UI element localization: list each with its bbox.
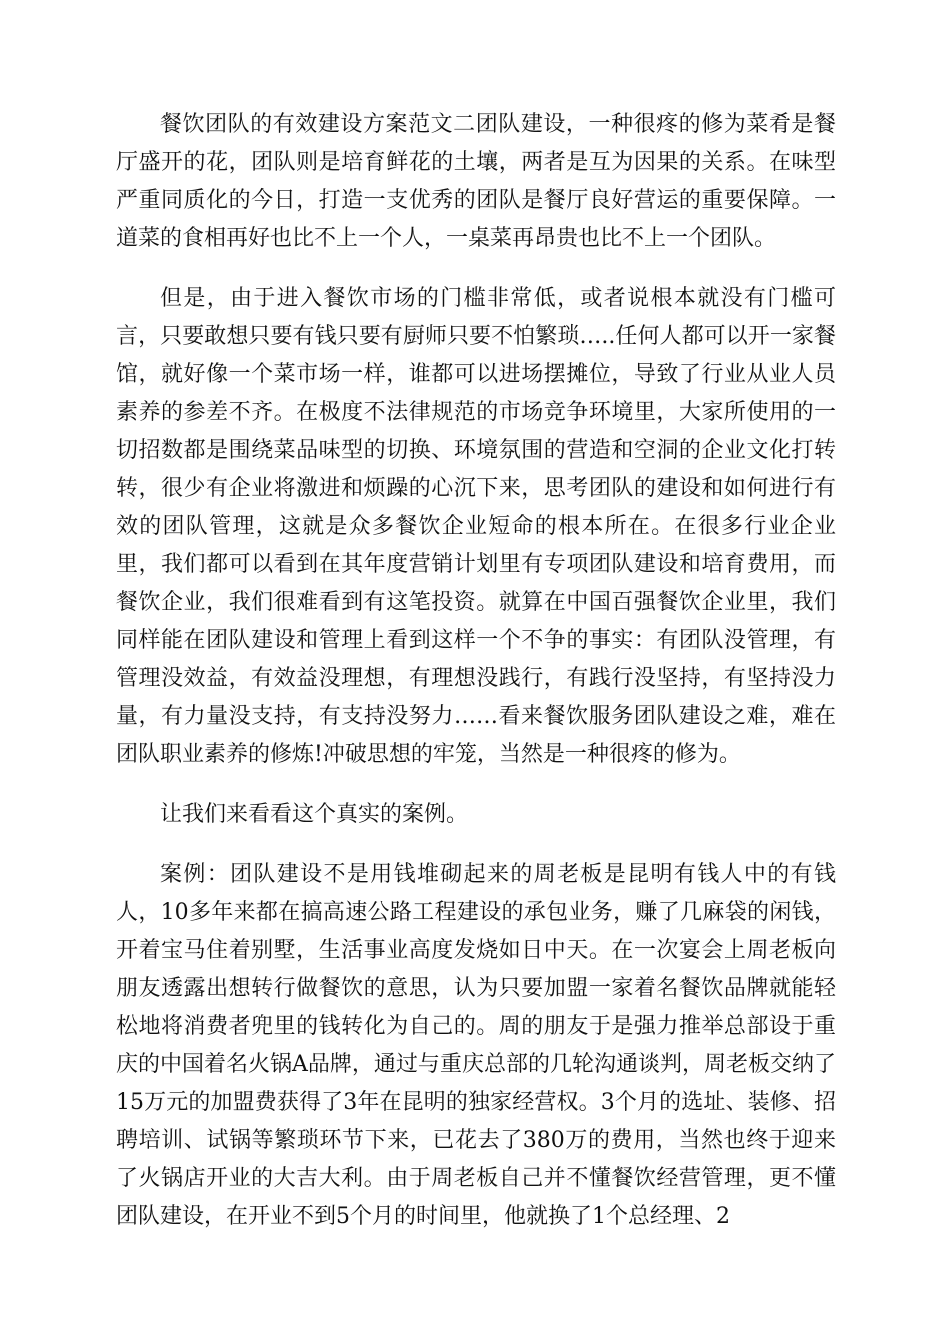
paragraph-industry-analysis: 但是，由于进入餐饮市场的门槛非常低，或者说根本就没有门槛可言，只要敢想只要有钱只要有厨师只要不怕繁琐…..任何人都可以开一家餐馆，就好像一个菜市场一样，谁都可以进场摆摊位，导致了行业从业人员素养的参差不齐。在极度不法律规范的市场竞争环境里，大家所使用的一切招数都是围绕菜品味型的切换、环境氛围的营造和空洞的企业文化打转转，很少有企业将激进和烦躁的心沉下来，思考团队的建设和如何进行有效的团队管理，这就是众多餐饮企业短命的根本所在。在很多行业企业里，我们都可以看到在其年度营销计划里有专项团队建设和培育费用，而餐饮企业，我们很难看到有这笔投资。就算在中国百强餐饮企业里，我们同样能在团队建设和管理上看到这样一个不争的事实：有团队没管理，有管理没效益，有效益没理想，有理想没践行，有践行没坚持，有坚持没力量，有力量没支持，有支持没努力……看来餐饮服务团队建设之难，难在团队职业素养的修炼!冲破思想的牢笼，当然是一种很疼的修为。: [116, 286, 836, 767]
paragraph-intro: 餐饮团队的有效建设方案范文二团队建设，一种很疼的修为菜肴是餐厅盛开的花，团队则是培育鲜花的土壤，两者是互为因果的关系。在味型严重同质化的今日，打造一支优秀的团队是餐厅良好营运的重要保障。一道菜的食相再好也比不上一个人，一桌菜再昂贵也比不上一个团队。: [116, 112, 836, 251]
paragraph-case-lead-in: 让我们来看看这个真实的案例。: [160, 802, 469, 827]
document-body: [116, 106, 836, 1236]
paragraph-case-study: 案例：团队建设不是用钱堆砌起来的周老板是昆明有钱人中的有钱人，10多年来都在搞高速公路工程建设的承包业务，赚了几麻袋的闲钱，开着宝马住着别墅，生活事业高度发烧如日中天。在一次宴会上周老板向朋友透露出想转行做餐饮的意思，认为只要加盟一家着名餐饮品牌就能轻松地将消费者兜里的钱转化为自己的。周的朋友于是强力推举总部设于重庆的中国着名火锅A品牌，通过与重庆总部的几轮沟通谈判，周老板交纳了15万元的加盟费获得了3年在昆明的独家经营权。3个月的选址、装修、招聘培训、试锅等繁琐环节下来，已花去了380万的费用，当然也终于迎来了火锅店开业的大吉大利。由于周老板自己并不懂餐饮经营管理，更不懂团队建设，在开业不到5个月的时间里，他就换了1个总经理、2: [116, 862, 836, 1229]
